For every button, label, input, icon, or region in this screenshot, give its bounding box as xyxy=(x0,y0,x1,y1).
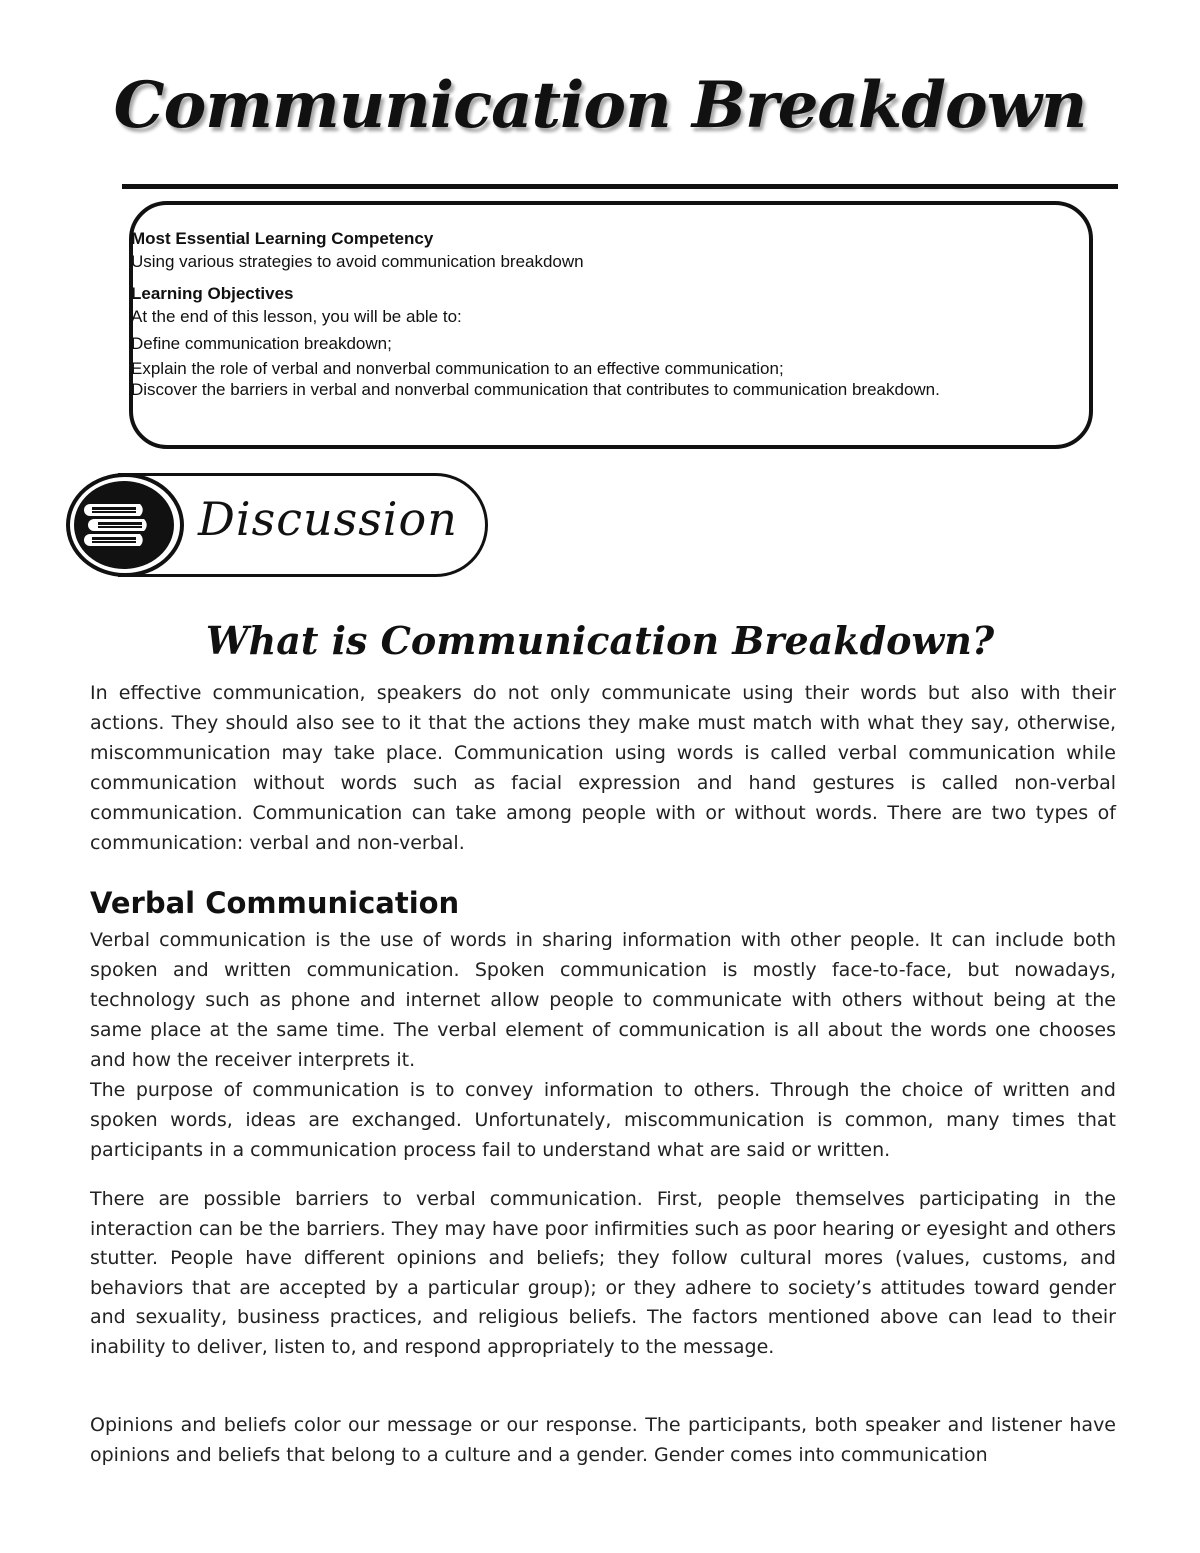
books-icon xyxy=(80,490,166,560)
objective-item: Discover the barriers in verbal and nonverbal communication that contributes to communication breakdown. xyxy=(131,380,940,399)
page-title: Communication Breakdown xyxy=(113,68,1087,143)
opinions-paragraph: Opinions and beliefs color our message or our response. The participants, both speaker and listener have opinions and beliefs that belong to a culture and a gender. Gender comes into communication xyxy=(90,1414,1116,1466)
objectives-intro: At the end of this lesson, you will be able to: xyxy=(131,307,462,326)
verbal-paragraph-2: The purpose of communication is to convey information to others. Through the choice of written and spoken words, ideas are exchanged. Unfortunately, miscommunication is common, many times that participants in a communication process fail to understand what are said or written. xyxy=(90,1079,1116,1161)
objectives-heading: Learning Objectives xyxy=(131,284,294,303)
section-title: What is Communication Breakdown? xyxy=(205,618,995,663)
verbal-paragraph-1: Verbal communication is the use of words in sharing information with other people. It can include both spoken and written communication. Spoken communication is mostly face-to-face, but nowadays, technology such as phone and internet allow people to communicate with others without being at the same place at the same time. The verbal element of communication is all about the words one chooses and how the receiver interprets it. xyxy=(90,929,1116,1071)
barriers-paragraph: There are possible barriers to verbal communication. First, people themselves participating in the interaction can be the barriers. They may have poor infirmities such as poor hearing or eyesight and others stutter. People have different opinions and beliefs; they follow cultural mores (values, customs, and behaviors that are accepted by a particular group); or they adhere to society’s attitudes toward gender and sexuality, business practices, and religious beliefs. The factors mentioned above can lead to their inability to deliver, listen to, and respond appropriately to the message. xyxy=(90,1188,1116,1358)
competency-text: Using various strategies to avoid communication breakdown xyxy=(131,252,584,271)
discussion-label: Discussion xyxy=(198,492,458,546)
competency-heading: Most Essential Learning Competency xyxy=(131,229,434,248)
objective-item: Define communication breakdown; xyxy=(131,334,392,353)
intro-paragraph: In effective communication, speakers do not only communicate using their words but also with their actions. They should also see to it that the actions they make must match with what they say, otherwise, miscommunication may take place. Communication using words is called verbal communication while communication without words such as facial expression and hand gestures is called non-verbal communication. Communication can take among people with or without words. There are two types of communication: verbal and non-verbal. xyxy=(90,682,1116,854)
objective-item: Explain the role of verbal and nonverbal communication to an effective communication; xyxy=(131,359,784,378)
verbal-communication-heading: Verbal Communication xyxy=(90,886,460,920)
title-divider xyxy=(122,184,1118,189)
